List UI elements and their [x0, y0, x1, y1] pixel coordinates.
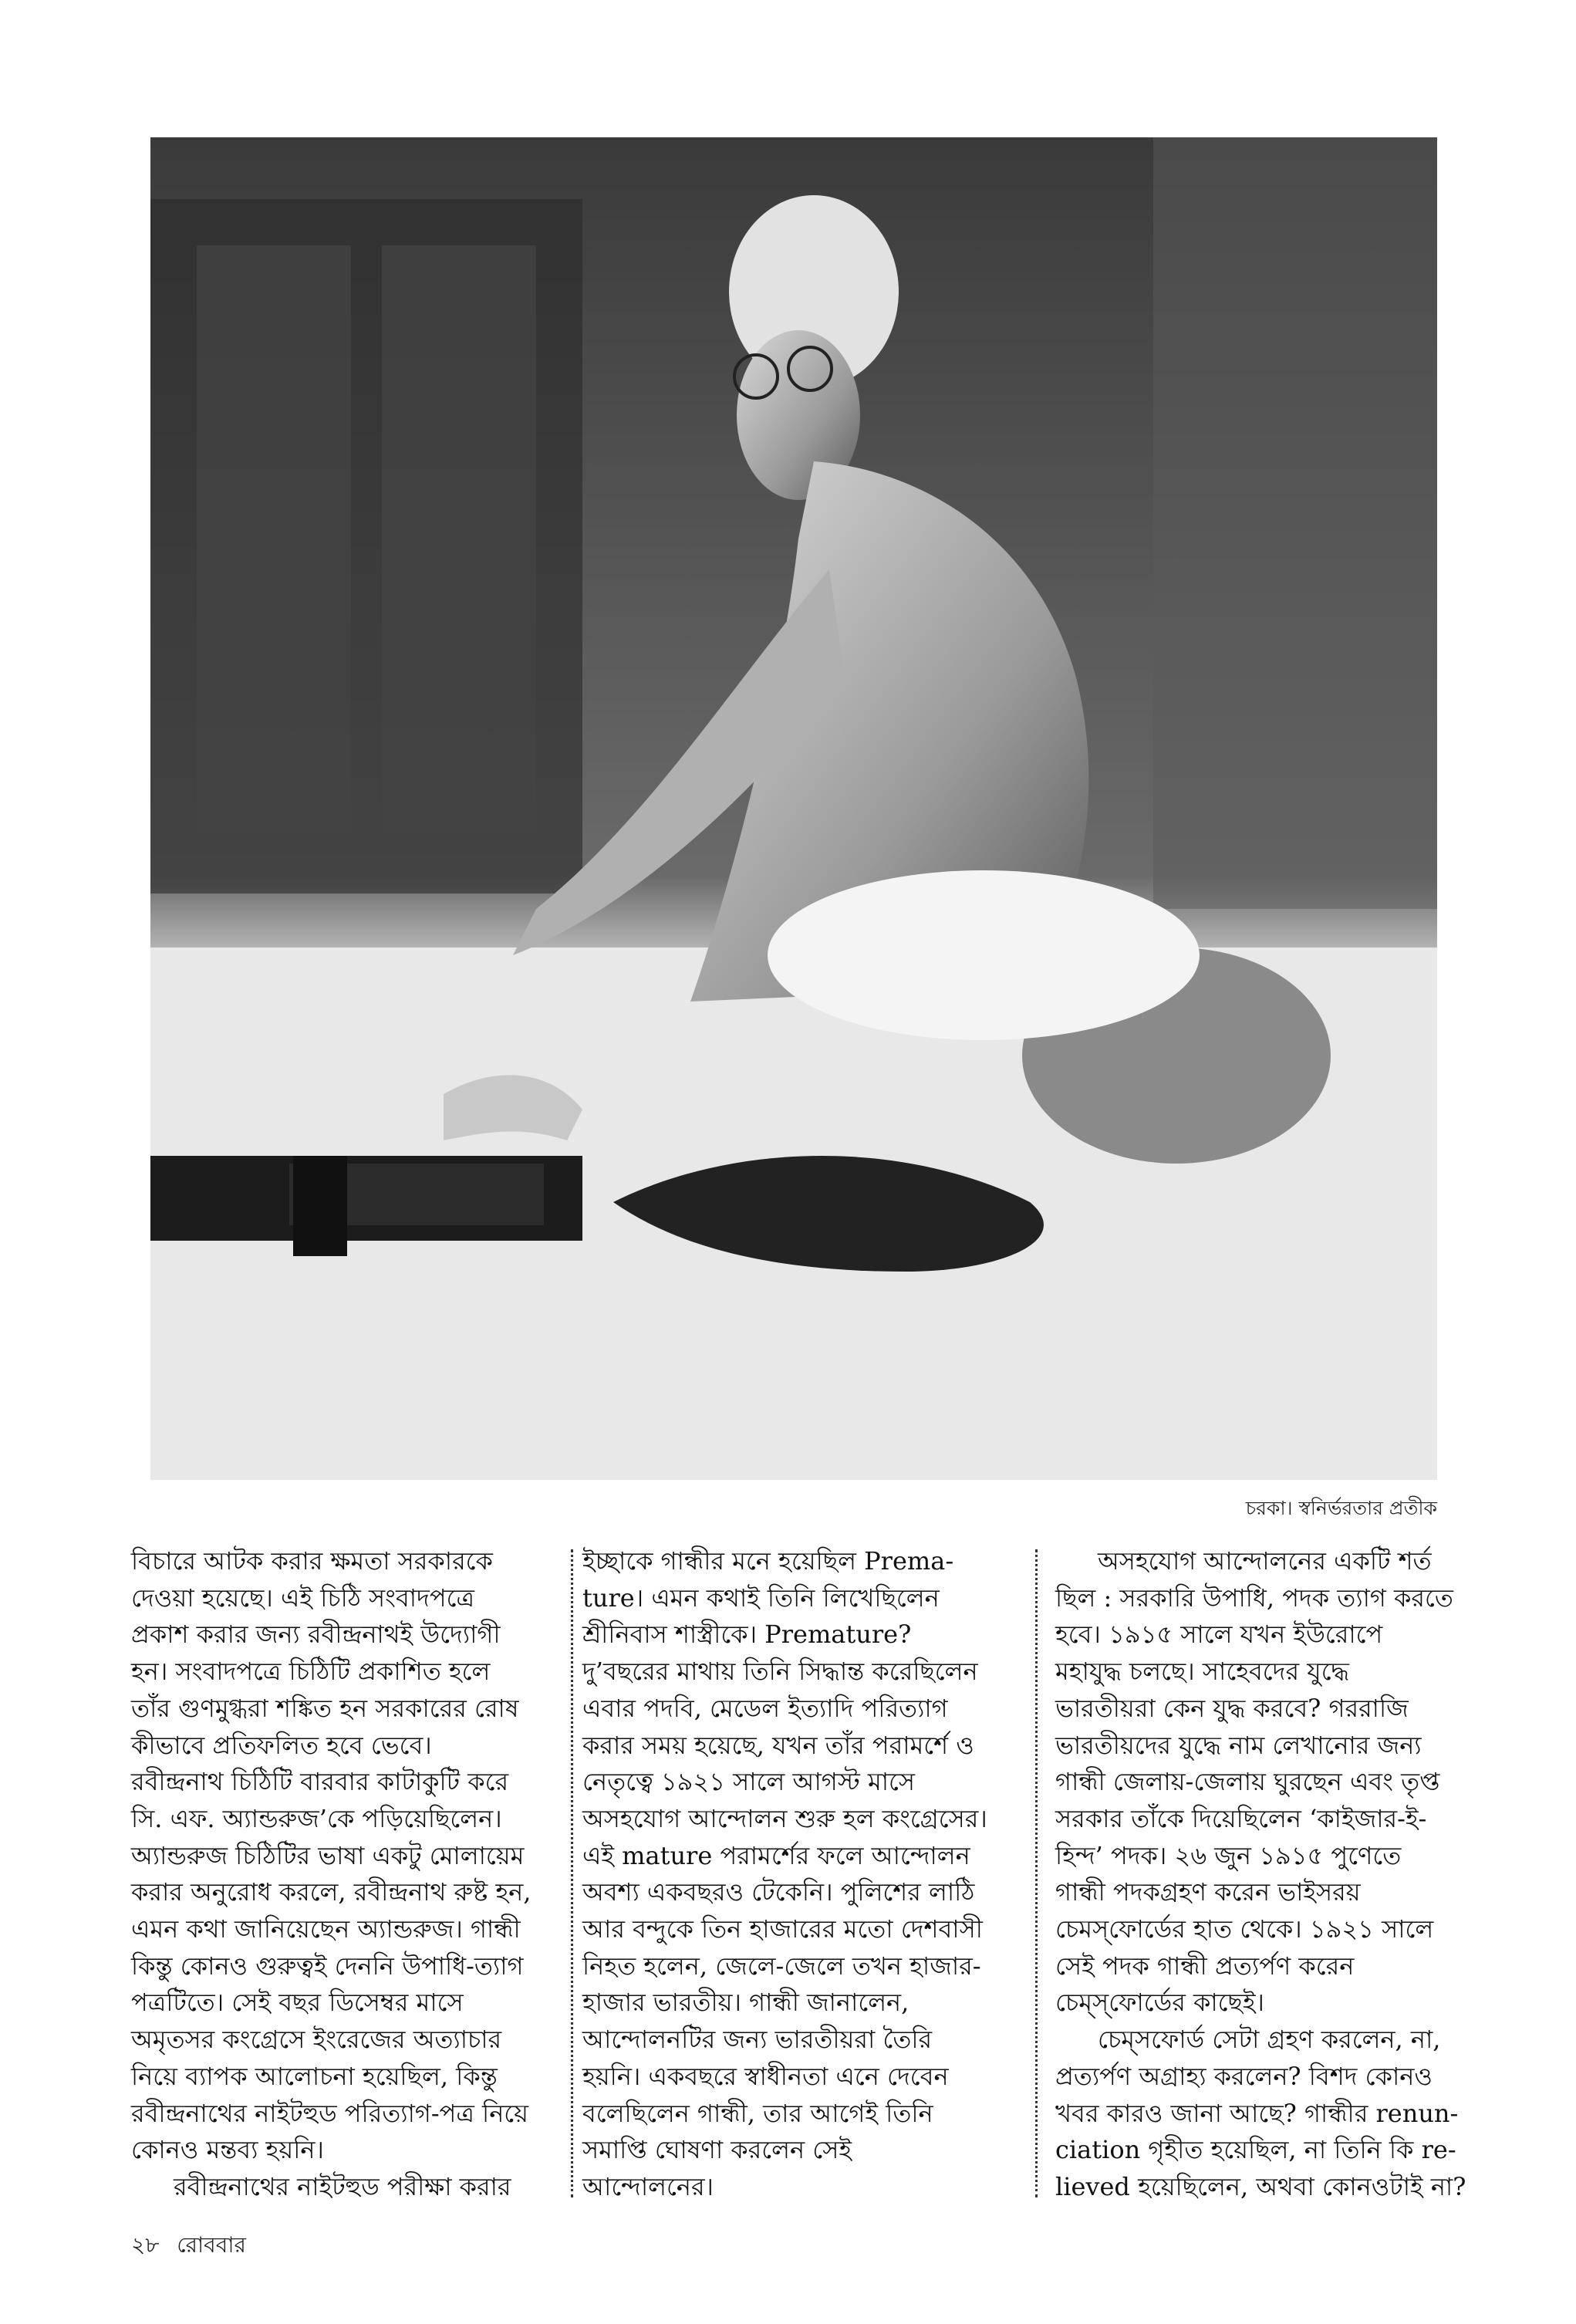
- text-line: এই mature পরামর্শের ফলে আন্দোলন: [582, 1840, 970, 1870]
- text-line: চেম্‌স্‌ফোর্ডের কাছেই।: [1055, 1988, 1264, 2018]
- text-line: আন্দোলনের।: [582, 2171, 714, 2201]
- text-line: করার সময় হয়েছে, যখন তাঁর পরামর্শে ও: [582, 1730, 974, 1760]
- text-line: সি. এফ. অ্যান্ডরুজ’কে পড়িয়েছিলেন।: [131, 1803, 502, 1833]
- text-line: দেওয়া হয়েছে। এই চিঠি সংবাদপত্রে: [131, 1583, 474, 1613]
- text-line: চেমস্‌ফোর্ডের হাত থেকে। ১৯২১ সালে: [1055, 1914, 1434, 1944]
- text-line: পত্রটিতে। সেই বছর ডিসেম্বর মাসে: [131, 1988, 464, 2018]
- text-line: আর বন্দুকে তিন হাজারের মতো দেশবাসী: [582, 1914, 983, 1944]
- text-line: রবীন্দ্রনাথ চিঠিটি বারবার কাটাকুটি করে: [131, 1767, 509, 1797]
- text-line: করার অনুরোধ করলে, রবীন্দ্রনাথ রুষ্ট হন,: [131, 1877, 532, 1907]
- text-column-1: [131, 1543, 532, 2206]
- text-line: ইচ্ছাকে গান্ধীর মনে হয়েছিল Prema-: [582, 1546, 954, 1576]
- text-line: অসহযোগ আন্দোলন শুরু হল কংগ্রেসের।: [582, 1803, 987, 1833]
- text-line: গান্ধী জেলায়-জেলায় ঘুরছেন এবং তৃপ্ত: [1055, 1767, 1440, 1797]
- text-line: এবার পদবি, মেডেল ইত্যাদি পরিত্যাগ: [582, 1693, 948, 1723]
- text-line: মহাযুদ্ধ চলছে। সাহেবদের যুদ্ধে: [1055, 1657, 1350, 1687]
- text-line: এমন কথা জানিয়েছেন অ্যান্ডরুজ। গান্ধী: [131, 1914, 521, 1944]
- text-column-3: [1055, 1543, 1466, 2206]
- text-line: ছিল : সরকারি উপাধি, পদক ত্যাগ করতে: [1055, 1583, 1453, 1613]
- text-line: নিয়ে ব্যাপক আলোচনা হয়েছিল, কিন্তু: [131, 2061, 498, 2091]
- text-line: সেই পদক গান্ধী প্রত্যর্পণ করেন: [1055, 1951, 1355, 1981]
- text-line: শ্রীনিবাস শাস্ত্রীকে। Premature?: [582, 1620, 912, 1650]
- text-line: ভারতীয়রা কেন যুদ্ধ করবে? গররাজি: [1055, 1693, 1409, 1723]
- text-line: হিন্দ’ পদক। ২৬ জুন ১৯১৫ পুণেতে: [1055, 1840, 1402, 1870]
- text-line: বলেছিলেন গান্ধী, তার আগেই তিনি: [582, 2098, 933, 2128]
- text-line: অবশ্য একবছরও টেকেনি। পুলিশের লাঠি: [582, 1877, 975, 1907]
- text-line: কিন্তু কোনও গুরুত্বই দেননি উপাধি-ত্যাগ: [131, 1951, 524, 1981]
- text-line: হয়নি। একবছরে স্বাধীনতা এনে দেবেন: [582, 2061, 949, 2091]
- text-line: আন্দোলনটির জন্য ভারতীয়রা তৈরি: [582, 2025, 933, 2055]
- publication-name: রোববার: [177, 2232, 246, 2258]
- text-line: হন। সংবাদপত্রে চিঠিটি প্রকাশিত হলে: [131, 1657, 491, 1687]
- page-number: ২৮: [131, 2232, 160, 2258]
- text-column-2: [582, 1543, 987, 2206]
- text-line: চেম্‌সফোর্ড সেটা গ্রহণ করলেন, না,: [1098, 2025, 1441, 2055]
- text-line: ture। এমন কথাই তিনি লিখেছিলেন: [582, 1583, 940, 1613]
- photo-caption: চরকা। স্বনির্ভরতার প্রতীক: [1245, 1497, 1437, 1519]
- text-line: নিহত হলেন, জেলে-জেলে তখন হাজার-: [582, 1951, 981, 1981]
- text-line: হাজার ভারতীয়। গান্ধী জানালেন,: [582, 1988, 909, 2018]
- page-footer: [131, 2228, 257, 2265]
- text-line: অসহযোগ আন্দোলনের একটি শর্ত: [1098, 1546, 1432, 1576]
- text-line: অমৃতসর কংগ্রেসে ইংরেজের অত্যাচার: [131, 2025, 502, 2055]
- photo-illustration: [150, 137, 1437, 1480]
- text-line: রবীন্দ্রনাথের নাইটহুড পরিত্যাগ-পত্র নিয়ে: [131, 2098, 529, 2128]
- text-line: সরকার তাঁকে দিয়েছিলেন ‘কাইজার-ই-: [1055, 1803, 1427, 1833]
- gandhi-charkha-photo: [150, 137, 1437, 1480]
- text-line: বিচারে আটক করার ক্ষমতা সরকারকে: [131, 1546, 493, 1576]
- text-line: প্রকাশ করার জন্য রবীন্দ্রনাথই উদ্যোগী: [131, 1620, 501, 1650]
- text-line: কোনও মন্তব্য হয়নি।: [131, 2135, 324, 2165]
- text-line: দু’বছরের মাথায় তিনি সিদ্ধান্ত করেছিলেন: [582, 1657, 978, 1687]
- text-line: lieved হয়েছিলেন, অথবা কোনওটাই না?: [1055, 2171, 1466, 2201]
- text-line: প্রত্যর্পণ অগ্রাহ্য করলেন? বিশদ কোনও: [1055, 2061, 1433, 2091]
- column-divider: [1035, 1549, 1038, 2197]
- column-divider: [571, 1549, 573, 2197]
- text-line: ciation গৃহীত হয়েছিল, না তিনি কি re-: [1055, 2135, 1456, 2165]
- text-line: খবর কারও জানা আছে? গান্ধীর renun-: [1055, 2098, 1459, 2128]
- text-line: অ্যান্ডরুজ চিঠিটির ভাষা একটু মোলায়েম: [131, 1840, 525, 1870]
- text-line: ভারতীয়দের যুদ্ধে নাম লেখানোর জন্য: [1055, 1730, 1422, 1760]
- text-line: কীভাবে প্রতিফলিত হবে ভেবে।: [131, 1730, 432, 1760]
- text-line: নেতৃত্বে ১৯২১ সালে আগস্ট মাসে: [582, 1767, 916, 1797]
- text-line: গান্ধী পদকগ্রহণ করেন ভাইসরয়: [1055, 1877, 1361, 1907]
- text-line: হবে। ১৯১৫ সালে যখন ইউরোপে: [1055, 1620, 1383, 1650]
- text-line: রবীন্দ্রনাথের নাইটহুড পরীক্ষা করার: [174, 2171, 511, 2201]
- text-line: সমাপ্তি ঘোষণা করলেন সেই: [582, 2135, 852, 2165]
- text-line: তাঁর গুণমুগ্ধরা শঙ্কিত হন সরকারের রোষ: [131, 1693, 519, 1723]
